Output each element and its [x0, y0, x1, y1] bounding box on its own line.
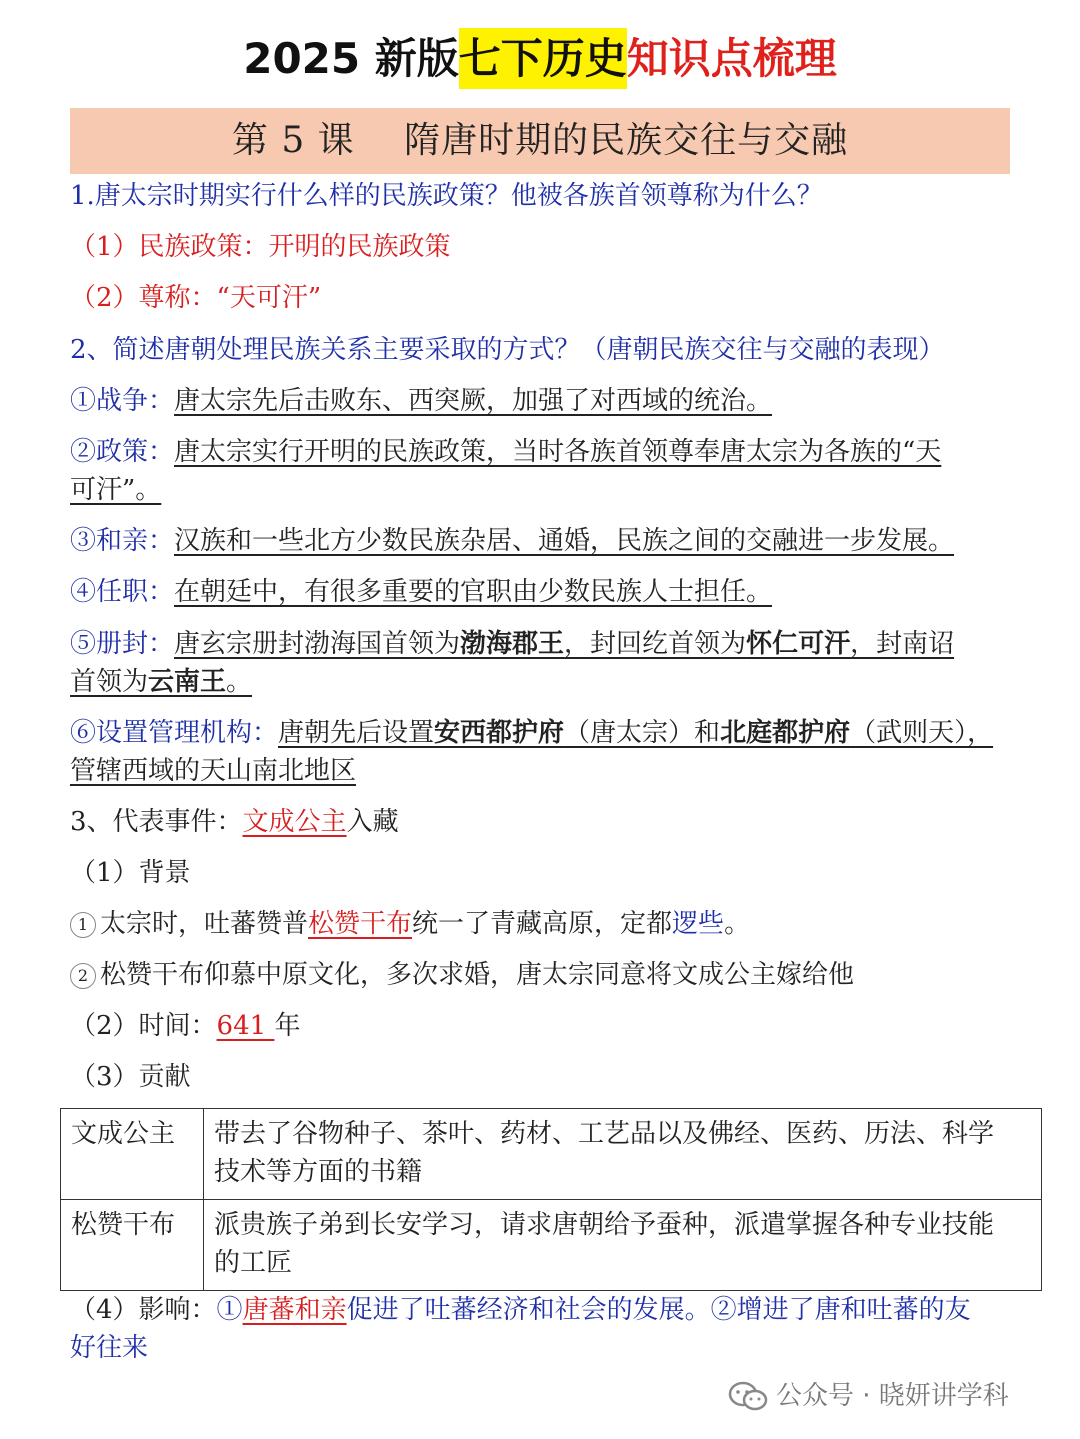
wechat-icon: [728, 1381, 768, 1413]
q3-impact: （4）影响：①唐蕃和亲促进了吐蕃经济和社会的发展。②增进了唐和吐蕃的友: [70, 1295, 971, 1325]
q2-item-enfeoff-cont: 首领为云南王。: [70, 667, 253, 697]
title-part1: 2025 新版: [243, 34, 459, 83]
watermark-text: 公众号 · 晓妍讲学科: [776, 1381, 1009, 1411]
q3-background-1: 1 太宗时，吐蕃赞普松赞干布统一了青藏高原，定都逻些。: [70, 906, 1015, 943]
q3-contribution-title: （3）贡献: [70, 1062, 191, 1092]
q3-background-2: 2 松赞干布仰慕中原文化，多次求婚，唐太宗同意将文成公主嫁给他: [70, 957, 1015, 994]
number-badge: 1: [70, 912, 96, 938]
q1-answer-2: （2）尊称：“天可汗”: [70, 283, 322, 313]
q1-question: 1.唐太宗时期实行什么样的民族政策？他被各族首领尊称为什么？: [70, 181, 823, 211]
title-highlight: 七下历史: [459, 28, 627, 89]
table-cell-name: 文成公主: [61, 1109, 204, 1200]
q3-impact-cont: 好往来: [70, 1333, 149, 1363]
table-cell-desc: 派贵族子弟到长安学习，请求唐朝给予蚕种，派遣掌握各种专业技能 的工匠: [204, 1200, 1042, 1291]
q3-time: （2）时间：641 年: [70, 1011, 301, 1041]
q3-heading: 3、代表事件：文成公主入藏: [70, 807, 399, 837]
table-row: [61, 1109, 1042, 1200]
table-row: [61, 1200, 1042, 1291]
watermark: [728, 1378, 1009, 1414]
table-cell-name: 松赞干布: [61, 1200, 204, 1291]
q2-item-office: ④任职：在朝廷中，有很多重要的官职由少数民族人士担任。: [70, 577, 773, 607]
q2-item-admin-cont: 管辖西域的天山南北地区: [70, 756, 357, 786]
lesson-banner: 第 5 课 隋唐时期的民族交往与交融: [70, 108, 1010, 174]
table-cell-desc: 带去了谷物种子、茶叶、药材、工艺品以及佛经、医药、历法、科学 技术等方面的书籍: [204, 1109, 1042, 1200]
q3-background-title: （1）背景: [70, 858, 191, 888]
q1-answer-1: （1）民族政策：开明的民族政策: [70, 232, 451, 262]
q2-item-marriage: ③和亲：汉族和一些北方少数民族杂居、通婚，民族之间的交融进一步发展。: [70, 526, 955, 556]
contribution-table: [60, 1108, 1042, 1291]
q2-item-policy: ②政策：唐太宗实行开明的民族政策，当时各族首领尊奉唐太宗为各族的“天: [70, 437, 942, 467]
q2-item-war: ①战争：唐太宗先后击败东、西突厥，加强了对西域的统治。: [70, 386, 773, 416]
q2-question: 2、简述唐朝处理民族关系主要采取的方式？（唐朝民族交往与交融的表现）: [70, 335, 945, 365]
number-badge: 2: [70, 963, 96, 989]
q2-item-policy-cont: 可汗”。: [70, 475, 162, 505]
q2-item-enfeoff: ⑤册封：唐玄宗册封渤海国首领为渤海郡王，封回纥首领为怀仁可汗，封南诏: [70, 629, 955, 659]
q2-item-admin: ⑥设置管理机构：唐朝先后设置安西都护府（唐太宗）和北庭都护府（武则天），: [70, 718, 994, 748]
title-part3: 知识点梳理: [626, 34, 837, 83]
page-title: [0, 28, 1080, 90]
